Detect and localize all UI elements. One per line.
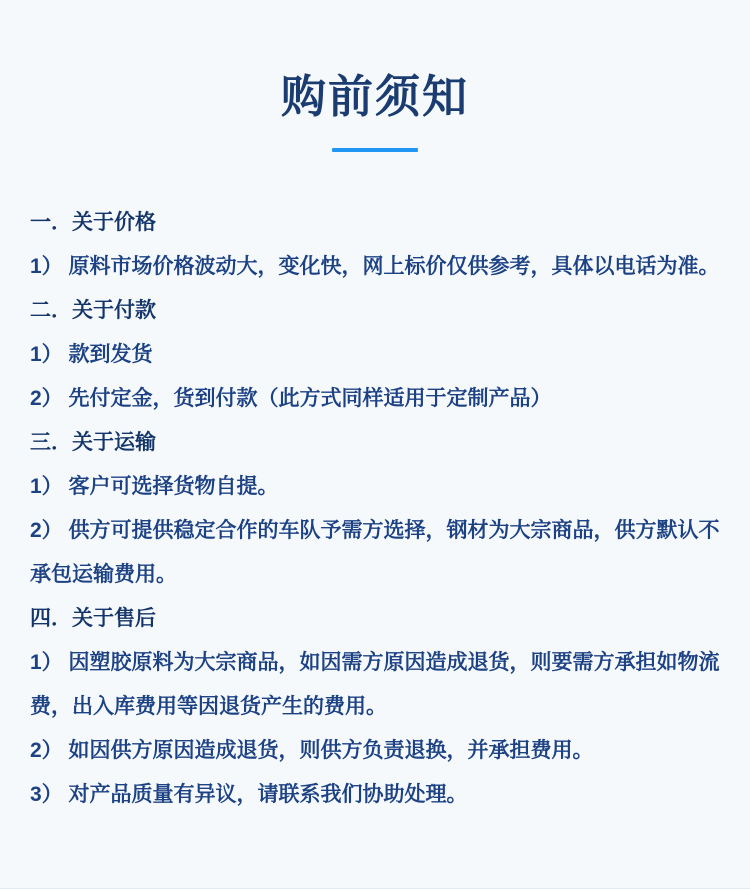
notice-content — [0, 201, 750, 817]
notice-line-continuation: 承包运输费用。 — [30, 563, 177, 586]
notice-line-item: 2） 供方可提供稳定合作的车队予需方选择，钢材为大宗商品，供方默认不 — [30, 519, 720, 542]
page-title: 购前须知 — [280, 71, 469, 122]
notice-line-item: 2） 如因供方原因造成退货，则供方负责退换，并承担费用。 — [30, 739, 594, 762]
notice-line-heading: 三．关于运输 — [30, 431, 156, 454]
notice-line-item: 1） 原料市场价格波动大，变化快，网上标价仅供参考，具体以电话为准。 — [30, 255, 720, 278]
notice-line-continuation: 费，出入库费用等因退货产生的费用。 — [30, 695, 387, 718]
title-block — [0, 0, 750, 152]
notice-line-heading: 四．关于售后 — [30, 607, 156, 630]
notice-line-heading: 二．关于付款 — [30, 299, 156, 322]
notice-line-item: 1） 因塑胶原料为大宗商品，如因需方原因造成退货，则要需方承担如物流 — [30, 651, 720, 674]
notice-line-item: 1） 客户可选择货物自提。 — [30, 475, 279, 498]
title-underline-divider — [332, 148, 418, 152]
notice-line-item: 2） 先付定金，货到付款（此方式同样适用于定制产品） — [30, 387, 552, 410]
notice-line-item: 3） 对产品质量有异议，请联系我们协助处理。 — [30, 783, 468, 806]
notice-line-item: 1） 款到发货 — [30, 343, 153, 366]
notice-line-heading: 一．关于价格 — [30, 211, 156, 234]
